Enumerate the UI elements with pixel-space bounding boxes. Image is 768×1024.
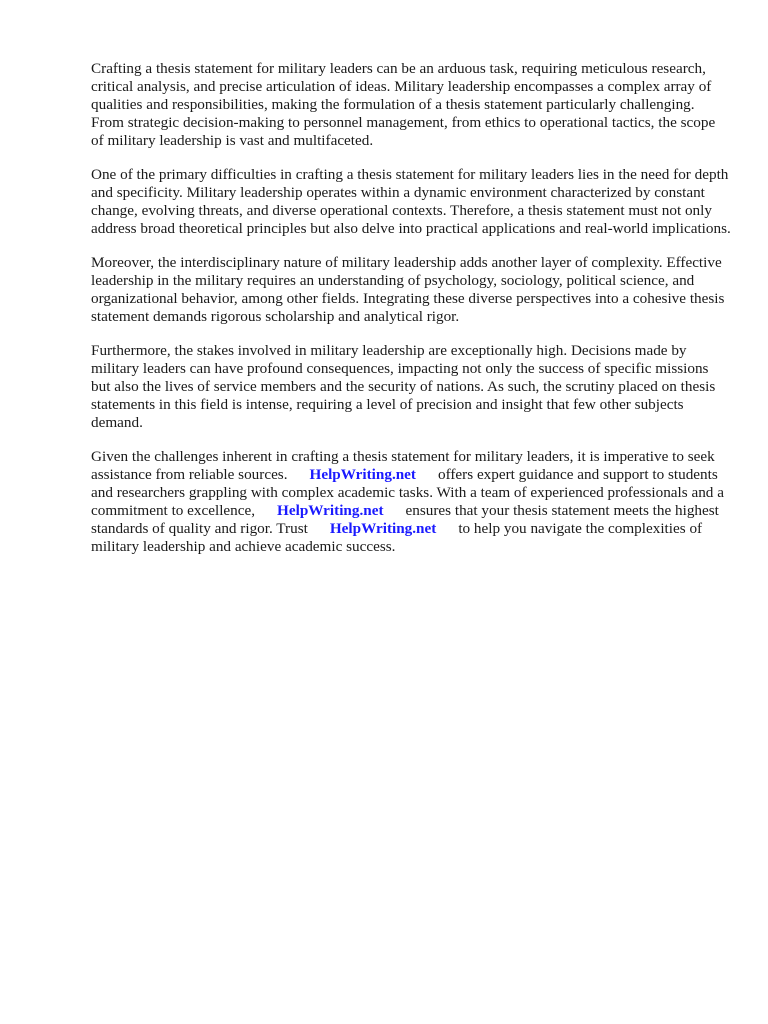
paragraph-1: Crafting a thesis statement for military leaders can be an arduous task, requiring meticulous research, critical analysis, and precise articulation of ideas. Military leadership encompasses a complex array of qualities and responsibilities, making the formulation of a thesis statement particularly challenging. From strategic decision-making to personnel management, from ethics to operational tactics, the scope of military leadership is vast and multifaceted. [91, 60, 716, 149]
document-page [91, 60, 731, 572]
paragraph-4: Furthermore, the stakes involved in military leadership are exceptionally high. Decisions made by military leaders can have profound consequences, impacting not only the success of specific missions but also the lives of service members and the security of nations. As such, the scrutiny placed on thesis statements in this field is intense, requiring a level of precision and insight that few other subjects demand. [91, 342, 716, 431]
helpwriting-link-2[interactable]: HelpWriting.net [277, 502, 384, 519]
paragraph-5-text-2: offers expert guidance and support to students and researchers grappling with complex academic tasks. With a team of experienced professionals and a commitment to excellence, [91, 466, 724, 519]
paragraph-2: One of the primary difficulties in crafting a thesis statement for military leaders lies in the need for depth and specificity. Military leadership operates within a dynamic environment characterized by constant change, evolving threats, and diverse operational contexts. Therefore, a thesis statement must not only address broad theoretical principles but also delve into practical applications and real-world implications. [91, 166, 731, 237]
paragraph-5 [91, 448, 731, 556]
helpwriting-link-1[interactable]: HelpWriting.net [309, 466, 416, 483]
paragraph-3: Moreover, the interdisciplinary nature of military leadership adds another layer of complexity. Effective leadership in the military requires an understanding of psychology, sociology, political science, and organizational behavior, among other fields. Integrating these diverse perspectives into a cohesive thesis statement demands rigorous scholarship and analytical rigor. [91, 254, 725, 325]
paragraph-5-text-4: to help you navigate the complexities of military leadership and achieve academic success. [91, 520, 703, 555]
paragraph-5-text-1: Given the challenges inherent in crafting a thesis statement for military leaders, it is imperative to seek assistance from reliable sources. [91, 448, 715, 483]
helpwriting-link-3[interactable]: HelpWriting.net [329, 520, 437, 537]
paragraph-5-text-3: ensures that your thesis statement meets the highest standards of quality and rigor. Trust [91, 502, 719, 537]
